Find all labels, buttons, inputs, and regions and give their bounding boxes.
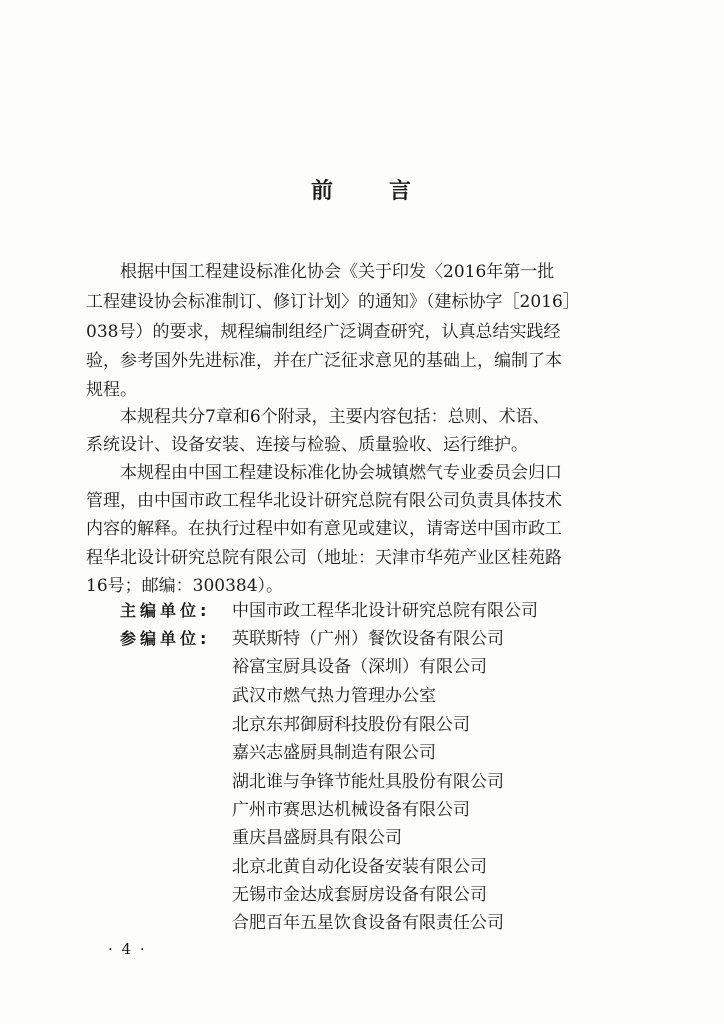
page-number: · 4 ·: [108, 940, 147, 958]
paragraph-1-line: 验，参考国外先进标准，并在广泛征求意见的基础上，编制了本: [86, 351, 562, 371]
paragraph-1-line: 038号）的要求，规程编制组经广泛调查研究，认真总结实践经: [86, 322, 561, 342]
paragraph-1-line: 工程建设协会标准制订、修订计划〉的通知》（建标协字［2016］: [86, 292, 580, 312]
participating-unit: 重庆昌盛厨具有限公司: [232, 828, 402, 848]
paragraph-3-line: 本规程由中国工程建设标准化协会城镇燃气专业委员会归口: [120, 463, 562, 483]
paragraph-3-line: 管理，由中国市政工程华北设计研究总院有限公司负责具体技术: [86, 491, 562, 511]
participating-unit: 合肥百年五星饮食设备有限责任公司: [232, 913, 504, 933]
paragraph-2-line: 本规程共分7章和6个附录，主要内容包括：总则、术语、: [120, 407, 550, 427]
paragraph-3-line: 程华北设计研究总院有限公司（地址：天津市华苑产业区桂苑路: [86, 548, 562, 568]
participating-unit: 英联斯特（广州）餐饮设备有限公司: [232, 629, 504, 649]
paragraph-1-line: 根据中国工程建设标准化协会《关于印发〈2016年第一批: [120, 262, 555, 282]
participating-unit: 湖北谁与争锋节能灶具股份有限公司: [232, 772, 504, 792]
participating-unit: 武汉市燃气热力管理办公室: [232, 686, 436, 706]
participating-unit: 无锡市金达成套厨房设备有限公司: [232, 885, 487, 905]
participating-unit: 北京北黄自动化设备安装有限公司: [232, 857, 487, 877]
participating-unit: 嘉兴志盛厨具制造有限公司: [232, 743, 436, 763]
title-char-left: 前: [310, 179, 335, 204]
title-char-right: 言: [389, 179, 414, 204]
chief-unit-value: 中国市政工程华北设计研究总院有限公司: [232, 601, 538, 621]
chief-unit-label: 主编单位:: [120, 601, 211, 620]
participating-unit: 北京东邦御厨科技股份有限公司: [232, 715, 470, 735]
participating-unit: 广州市赛思达机械设备有限公司: [232, 800, 470, 820]
participating-unit: 裕富宝厨具设备（深圳）有限公司: [232, 657, 487, 677]
page-title: [0, 174, 724, 205]
paragraph-3-line: 内容的解释。在执行过程中如有意见或建议，请寄送中国市政工: [86, 519, 562, 539]
paragraph-2-line: 系统设计、设备安装、连接与检验、质量验收、运行维护。: [86, 435, 528, 455]
paragraph-1-line: 规程。: [86, 380, 137, 400]
participating-unit-label: 参编单位:: [120, 629, 211, 648]
paragraph-3-line: 16号；邮编：300384）。: [86, 576, 284, 596]
